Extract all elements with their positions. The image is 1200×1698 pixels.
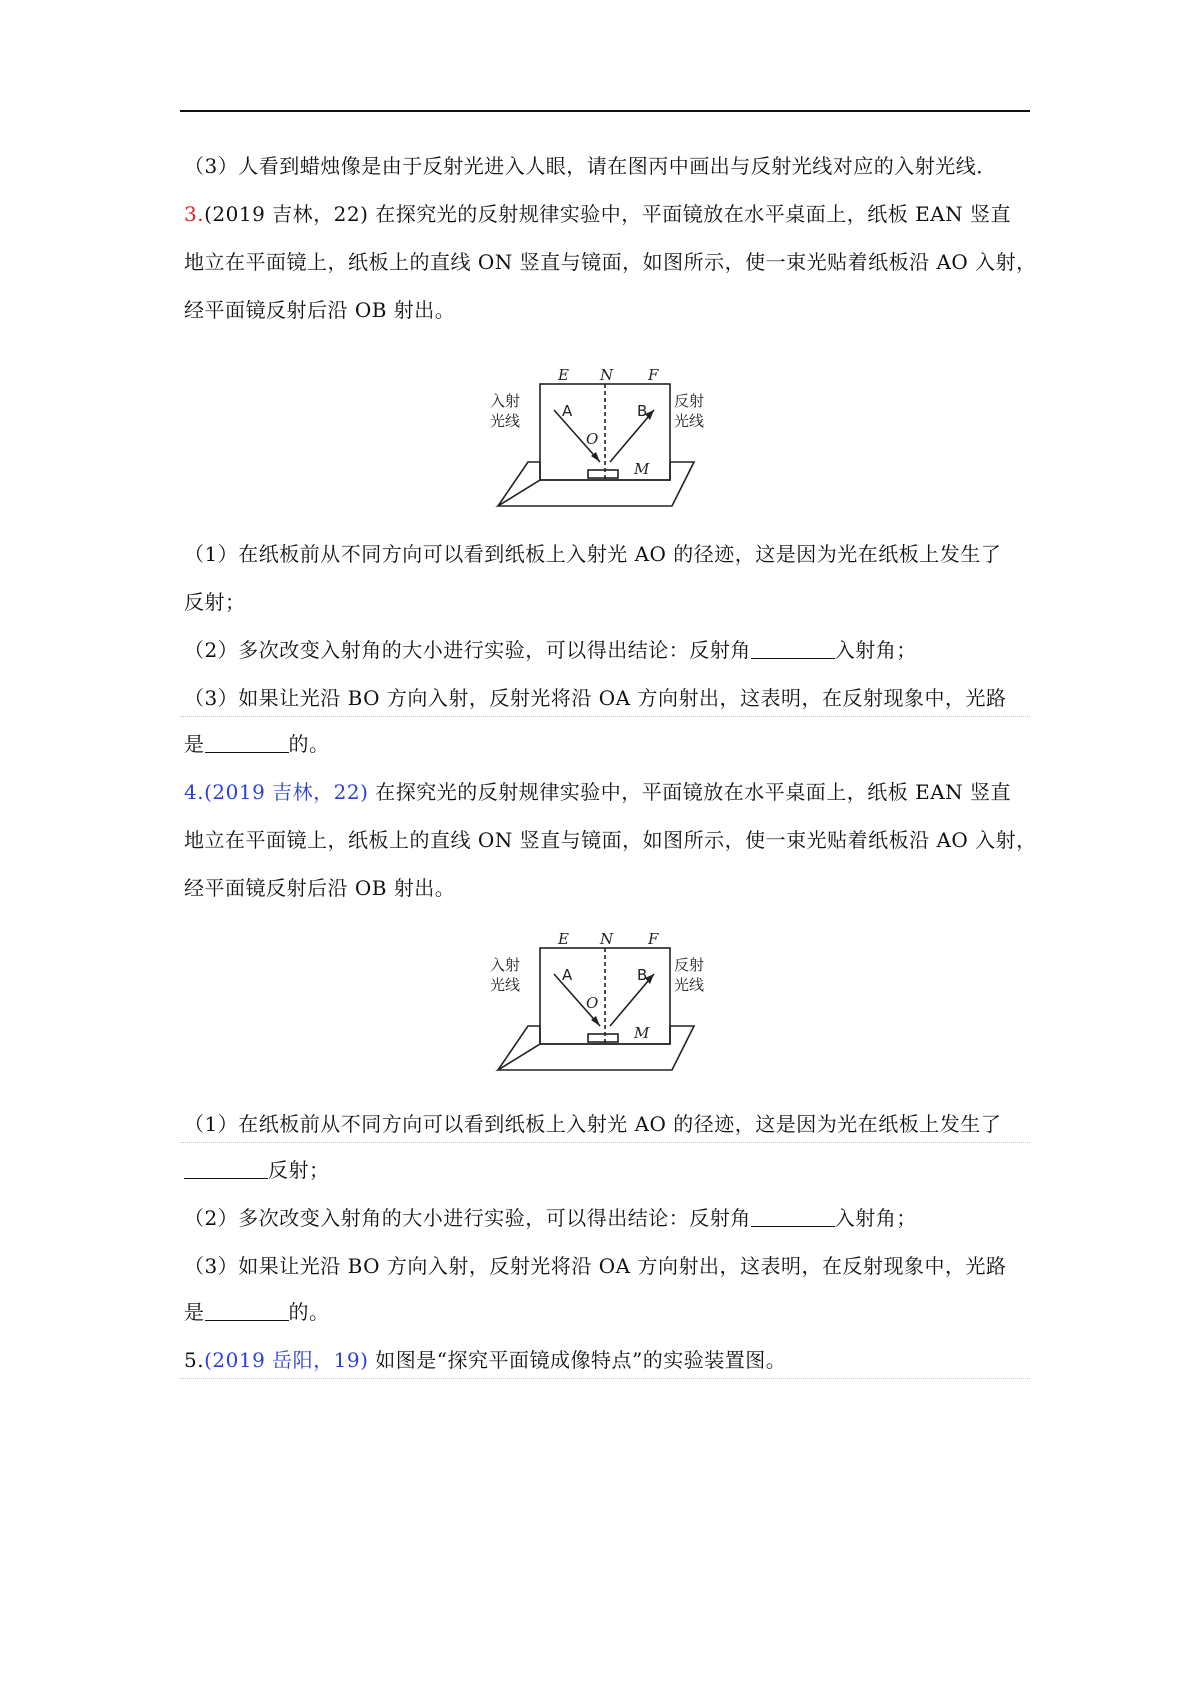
q4-part3-b-pre: 是 (184, 1300, 205, 1324)
q4-part2-b: 入射角； (834, 1206, 917, 1230)
q3-part2 (184, 636, 917, 664)
q4-part1-b (184, 1156, 330, 1184)
label-reflected-1: 反射 (674, 392, 705, 410)
q4-reflection-figure (488, 930, 708, 1078)
q3-part3-b-pre: 是 (184, 732, 205, 756)
label-B: B (637, 966, 648, 984)
label-E: E (558, 930, 569, 948)
q3-stem-3: 经平面镜反射后沿 OB 射出。 (184, 298, 456, 322)
q3-blank-3[interactable] (205, 732, 289, 753)
q4-part1-b-text: 反射； (268, 1158, 330, 1182)
dotted-separator (180, 1142, 1030, 1143)
q4-part2 (184, 1204, 917, 1232)
q4-stem-2: 地立在平面镜上，纸板上的直线 ON 竖直与镜面，如图所示，使一束光贴着纸板沿 AO 入射， (184, 828, 1037, 852)
label-B: B (637, 402, 648, 420)
label-M: M (634, 1024, 650, 1042)
label-N: N (600, 930, 614, 948)
label-incident-1: 入射 (490, 392, 521, 410)
q4-stem-3: 经平面镜反射后沿 OB 射出。 (184, 876, 456, 900)
q5-stem: 如图是“探究平面镜成像特点”的实验装置图。 (375, 1348, 787, 1372)
q3-part2-a: （2）多次改变入射角的大小进行实验，可以得出结论：反射角 (184, 638, 751, 662)
dotted-separator (180, 1378, 1030, 1379)
q3-blank-2[interactable] (751, 638, 835, 659)
q3-part1-a: （1）在纸板前从不同方向可以看到纸板上入射光 AO 的径迹，这是因为光在纸板上发生了 (184, 542, 1002, 566)
label-incident-2: 光线 (490, 976, 521, 994)
q4-stem-1: 在探究光的反射规律实验中，平面镜放在水平桌面上，纸板 EAN 竖直 (375, 780, 1012, 804)
q4-part2-a: （2）多次改变入射角的大小进行实验，可以得出结论：反射角 (184, 1206, 751, 1230)
label-F: F (648, 366, 659, 384)
label-A: A (562, 966, 573, 984)
q4-blank-3[interactable] (205, 1300, 289, 1321)
label-incident-2: 光线 (490, 412, 521, 430)
label-A: A (562, 402, 573, 420)
label-O: O (586, 994, 599, 1012)
q3-part2-b: 入射角； (834, 638, 917, 662)
q3-stem-line-1 (184, 200, 1011, 228)
label-O: O (586, 430, 599, 448)
q4-number: 4. (184, 780, 205, 804)
label-E: E (558, 366, 569, 384)
q4-source: (2019 吉林，22) (204, 780, 369, 804)
label-incident-1: 入射 (490, 956, 521, 974)
q3-part1-b: 反射； (184, 590, 246, 614)
header-rule (180, 110, 1030, 112)
q3-source: (2019 吉林，22) (204, 202, 369, 226)
q3-reflection-figure (488, 366, 708, 514)
mirror-base (498, 462, 694, 506)
q4-part3-b-post: 的。 (288, 1300, 330, 1324)
q4-part3-a: （3）如果让光沿 BO 方向入射，反射光将沿 OA 方向射出，这表明，在反射现象中，光路 (184, 1254, 1007, 1278)
q4-part1-a: （1）在纸板前从不同方向可以看到纸板上入射光 AO 的径迹，这是因为光在纸板上发生了 (184, 1112, 1002, 1136)
q4-part3-b (184, 1298, 330, 1326)
q4-blank-2[interactable] (751, 1206, 835, 1227)
q4-stem-line-1 (184, 778, 1011, 806)
intro-line: （3）人看到蜡烛像是由于反射光进入人眼，请在图丙中画出与反射光线对应的入射光线． (184, 154, 997, 178)
label-reflected-1: 反射 (674, 956, 705, 974)
q3-part3-b-post: 的。 (288, 732, 330, 756)
label-M: M (634, 460, 650, 478)
label-N: N (600, 366, 614, 384)
label-reflected-2: 光线 (674, 976, 705, 994)
q5-source: (2019 岳阳，19) (204, 1348, 369, 1372)
q3-stem-2: 地立在平面镜上，纸板上的直线 ON 竖直与镜面，如图所示，使一束光贴着纸板沿 AO 入射， (184, 250, 1037, 274)
q5-number: 5. (184, 1348, 205, 1372)
dotted-separator (180, 716, 1030, 717)
q3-part3-a: （3）如果让光沿 BO 方向入射，反射光将沿 OA 方向射出，这表明，在反射现象中，光路 (184, 686, 1007, 710)
label-reflected-2: 光线 (674, 412, 705, 430)
label-F: F (648, 930, 659, 948)
q3-stem-1: 在探究光的反射规律实验中，平面镜放在水平桌面上，纸板 EAN 竖直 (375, 202, 1012, 226)
q3-part3-b (184, 730, 330, 758)
q5-stem-line (184, 1346, 786, 1374)
q4-blank-1[interactable] (184, 1158, 268, 1179)
q3-number: 3. (184, 202, 205, 226)
